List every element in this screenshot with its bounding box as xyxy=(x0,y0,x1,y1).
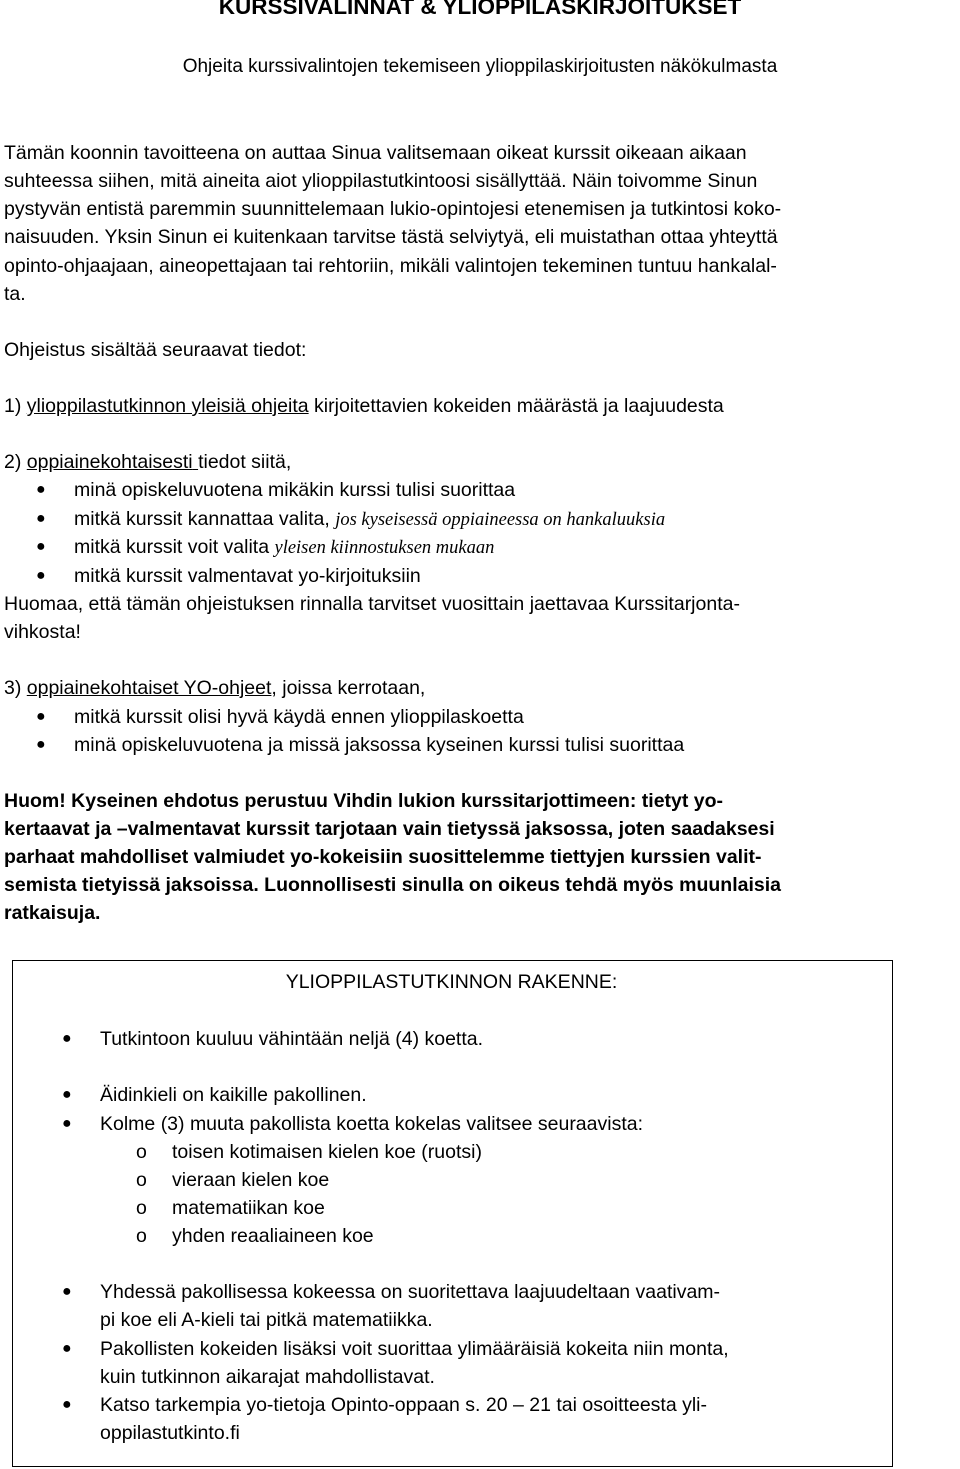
intro-line: pystyvän entistä paremmin suunnittelemaan lukio-opintojesi etenemisen ja tutkintosi koko- xyxy=(4,198,782,220)
huom-line: Huom! Kyseinen ehdotus perustuu Vihdin lukion kurssitarjottimeen: tietyt yo- xyxy=(4,790,724,812)
sub-item: matematiikan koe xyxy=(172,1197,325,1219)
item-number: 1) xyxy=(4,395,22,417)
list-item: mitkä kurssit valmentavat yo-kirjoituksiin xyxy=(74,565,421,587)
huom-line: kertaavat ja –valmentavat kurssit tarjotaan vain tietyssä jaksossa, joten saadaksesi xyxy=(4,818,775,840)
item-text: , joissa kerrotaan, xyxy=(271,677,426,699)
list-item: minä opiskeluvuotena mikäkin kurssi tulisi suorittaa xyxy=(74,479,516,501)
item-number: 3) xyxy=(4,677,22,699)
bullet-icon: ● xyxy=(62,1283,72,1300)
note-line: vihkosta! xyxy=(4,621,81,643)
yo-instructions-link[interactable]: oppiainekohtaiset YO-ohjeet xyxy=(26,677,272,699)
general-instructions-link[interactable]: ylioppilastutkinnon yleisiä ohjeita xyxy=(26,395,309,417)
bullet-icon: ● xyxy=(36,481,46,498)
box-heading: YLIOPPILASTUTKINNON RAKENNE: xyxy=(285,971,618,993)
item-number: 2) xyxy=(4,451,22,473)
intro-line: ta. xyxy=(4,283,26,305)
bullet-icon: ● xyxy=(36,510,46,527)
item-2 xyxy=(4,448,291,476)
page-subtitle: Ohjeita kurssivalintojen tekemiseen ylioppilaskirjoitusten näkökulmasta xyxy=(182,56,778,77)
bullet-icon: ● xyxy=(36,736,46,753)
item-1 xyxy=(4,392,724,420)
bullet-icon: ● xyxy=(62,1340,72,1357)
bullet-icon: ● xyxy=(62,1086,72,1103)
bullet-icon: ● xyxy=(36,538,46,555)
huom-line: ratkaisuja. xyxy=(4,902,101,924)
page-title: KURSSIVALINNAT & YLIOPPILASKIRJOITUKSET xyxy=(218,0,742,19)
list-item: minä opiskeluvuotena ja missä jaksossa kyseinen kurssi tulisi suorittaa xyxy=(74,734,685,756)
sub-bullet-icon: o xyxy=(136,1141,147,1163)
box-item-line: pi koe eli A-kieli tai pitkä matematiikka. xyxy=(100,1309,433,1331)
bullet-icon: ● xyxy=(36,567,46,584)
bullet-icon: ● xyxy=(36,708,46,725)
list-item: mitkä kurssit olisi hyvä käydä ennen ylioppilaskoetta xyxy=(74,706,524,728)
italic-note: yleisen kiinnostuksen mukaan xyxy=(274,538,495,558)
list-item: mitkä kurssit voit valita yleisen kiinnostuksen mukaan xyxy=(74,536,495,558)
box-item-line: kuin tutkinnon aikarajat mahdollistavat. xyxy=(100,1366,435,1388)
item-3 xyxy=(4,674,425,702)
contents-intro: Ohjeistus sisältää seuraavat tiedot: xyxy=(4,339,307,361)
box-item: Äidinkieli on kaikille pakollinen. xyxy=(100,1084,367,1106)
intro-line: Tämän koonnin tavoitteena on auttaa Sinua valitsemaan oikeat kurssit oikeaan aikaan xyxy=(4,142,747,164)
item-text: tiedot siitä, xyxy=(198,451,292,473)
bullet-icon: ● xyxy=(62,1396,72,1413)
item-text: kirjoitettavien kokeiden määrästä ja laajuudesta xyxy=(314,395,724,417)
huom-line: parhaat mahdolliset valmiudet yo-kokeisiin suosittelemme tiettyjen kurssien valit- xyxy=(4,846,762,868)
sub-item: toisen kotimaisen kielen koe (ruotsi) xyxy=(172,1141,482,1163)
list-item: mitkä kurssit kannattaa valita, jos kyseisessä oppiaineessa on hankaluuksia xyxy=(74,508,666,530)
box-item-line: oppilastutkinto.fi xyxy=(100,1422,240,1444)
bullet-icon: ● xyxy=(62,1115,72,1132)
subject-specific-link[interactable]: oppiainekohtaisesti xyxy=(26,451,193,473)
intro-line: naisuuden. Yksin Sinun ei kuitenkaan tarvitse tästä selviytyä, eli muistathan ottaa yhteyttä xyxy=(4,226,778,248)
bullet-icon: ● xyxy=(62,1030,72,1047)
sub-bullet-icon: o xyxy=(136,1197,147,1219)
sub-item: yhden reaaliaineen koe xyxy=(172,1225,374,1247)
sub-bullet-icon: o xyxy=(136,1225,147,1247)
sub-bullet-icon: o xyxy=(136,1169,147,1191)
sub-item: vieraan kielen koe xyxy=(172,1169,330,1191)
box-item: Tutkintoon kuuluu vähintään neljä (4) koetta. xyxy=(100,1028,484,1050)
box-item-line: Katso tarkempia yo-tietoja Opinto-oppaan s. 20 – 21 tai osoitteesta yli- xyxy=(100,1394,708,1416)
intro-line: opinto-ohjaajaan, aineopettajaan tai rehtoriin, mikäli valintojen tekeminen tuntuu hankalal- xyxy=(4,255,777,277)
box-item: Kolme (3) muuta pakollista koetta kokelas valitsee seuraavista: xyxy=(100,1113,644,1135)
intro-line: suhteessa siihen, mitä aineita aiot ylioppilastutkintoosi sisällyttää. Näin toivomme Sinun xyxy=(4,170,758,192)
huom-line: semista tietyissä jaksoissa. Luonnollisesti sinulla on oikeus tehdä myös muunlaisia xyxy=(4,874,782,896)
italic-note: jos kyseisessä oppiaineessa on hankaluuksia xyxy=(335,510,666,530)
box-item-line: Yhdessä pakollisessa kokeessa on suoritettava laajuudeltaan vaativam- xyxy=(100,1281,721,1303)
note-line: Huomaa, että tämän ohjeistuksen rinnalla tarvitset vuosittain jaettavaa Kurssitarjonta- xyxy=(4,593,740,615)
box-item-line: Pakollisten kokeiden lisäksi voit suorittaa ylimääräisiä kokeita niin monta, xyxy=(100,1338,729,1360)
